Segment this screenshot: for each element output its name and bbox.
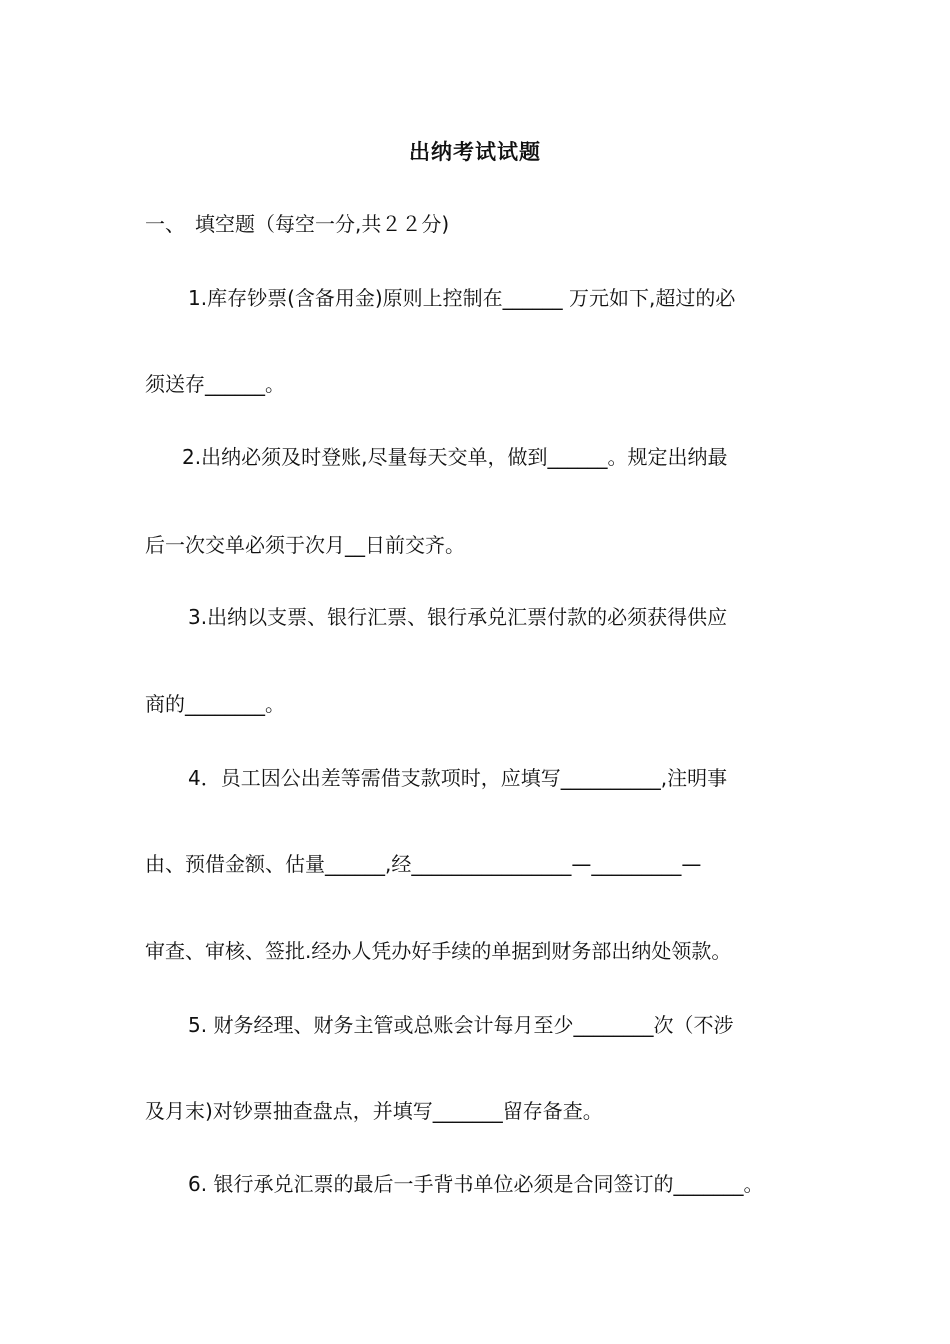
question-5-line-2: 及月末)对钞票抽查盘点，并填写_______留存备查。 <box>145 1099 603 1123</box>
question-1-line-1: 1.库存钞票(含备用金)原则上控制在______ 万元如下,超过的必 <box>188 286 736 310</box>
section-heading: 一、 填空题（每空一分,共２２分) <box>145 212 450 236</box>
document-title: 出纳考试试题 <box>409 140 541 164</box>
question-1-line-2: 须送存______。 <box>145 372 285 396</box>
question-3-line-2: 商的________。 <box>145 692 285 716</box>
question-4-line-2: 由、预借金额、估量______,经________________—_________— <box>145 852 702 876</box>
question-2-line-1: 2.出纳必须及时登账,尽量每天交单，做到______。规定出纳最 <box>182 445 728 469</box>
question-6-line-1: 6. 银行承兑汇票的最后一手背书单位必须是合同签订的_______。 <box>188 1172 764 1196</box>
question-2-line-2: 后一次交单必须于次月__日前交齐。 <box>145 533 465 557</box>
question-5-line-1: 5. 财务经理、财务主管或总账会计每月至少________次（不涉 <box>188 1013 734 1037</box>
question-3-line-1: 3.出纳以支票、银行汇票、银行承兑汇票付款的必须获得供应 <box>188 605 728 629</box>
question-4-line-3: 审查、审核、签批.经办人凭办好手续的单据到财务部出纳处领款。 <box>145 939 732 963</box>
question-4-line-1: 4．员工因公出差等需借支款项时，应填写__________,注明事 <box>188 766 728 790</box>
